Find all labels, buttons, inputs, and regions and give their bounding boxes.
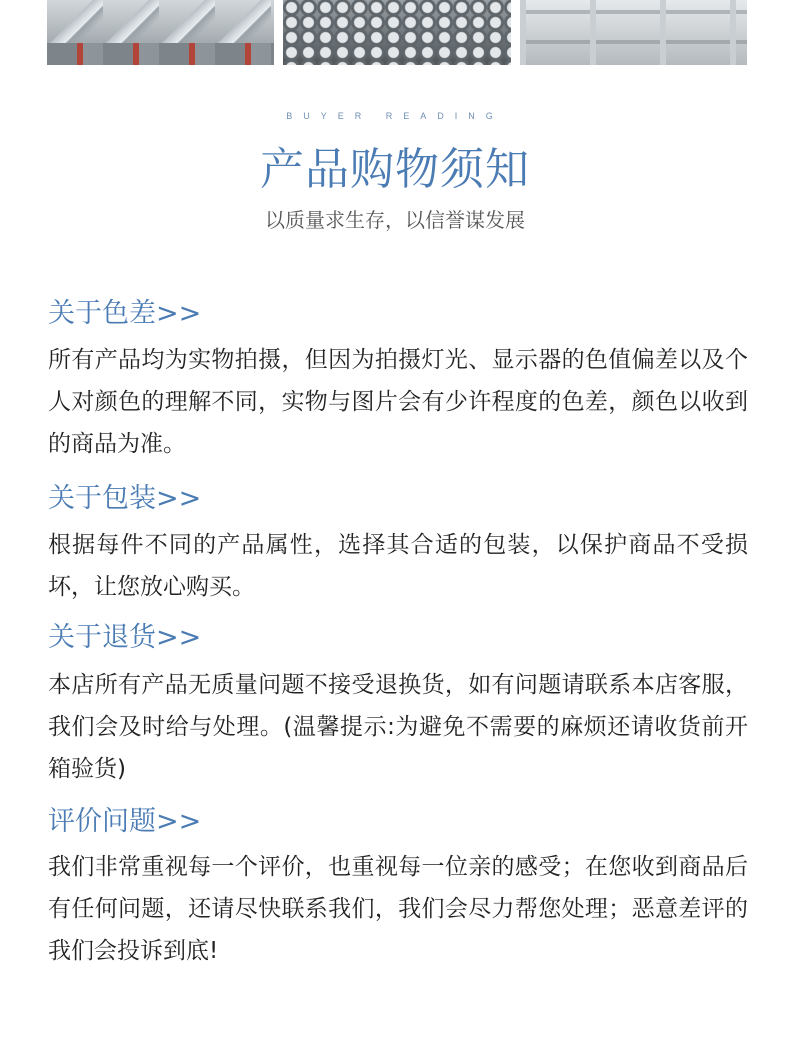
section-body-reviews: 我们非常重视每一个评价，也重视每一位亲的感受；在您收到商品后有任何问题，还请尽快联系我们，我们会尽力帮您处理；恶意差评的我们会投诉到底!	[48, 854, 748, 964]
angle-steel-photo	[47, 0, 274, 65]
section-body-color-difference: 所有产品均为实物拍摄，但因为拍摄灯光、显示器的色值偏差以及个人对颜色的理解不同，实物与图片会有少许程度的色差，颜色以收到的商品为准。	[48, 347, 748, 457]
page-title: 产品购物须知	[260, 144, 530, 195]
section-body-returns: 本店所有产品无质量问题不接受退换货，如有问题请联系本店客服，我们会及时给与处理。(温馨提示:为避免不需要的麻烦还请收货前开箱验货)	[48, 672, 748, 782]
section-heading-returns: 关于退货>>	[48, 622, 202, 653]
section-heading-reviews: 评价问题>>	[48, 806, 202, 837]
section-heading-color-difference: 关于色差>>	[48, 298, 202, 329]
english-subtitle: BUYER READING	[286, 111, 504, 121]
channel-steel-photo	[520, 0, 747, 65]
steel-rod-bundle-photo	[283, 0, 510, 65]
product-photo-strip	[47, 0, 747, 65]
section-heading-packaging: 关于包装>>	[48, 483, 202, 514]
section-body-packaging: 根据每件不同的产品属性，选择其合适的包装，以保护商品不受损坏，让您放心购买。	[48, 532, 748, 600]
slogan: 以质量求生存，以信誉谋发展	[265, 208, 525, 232]
